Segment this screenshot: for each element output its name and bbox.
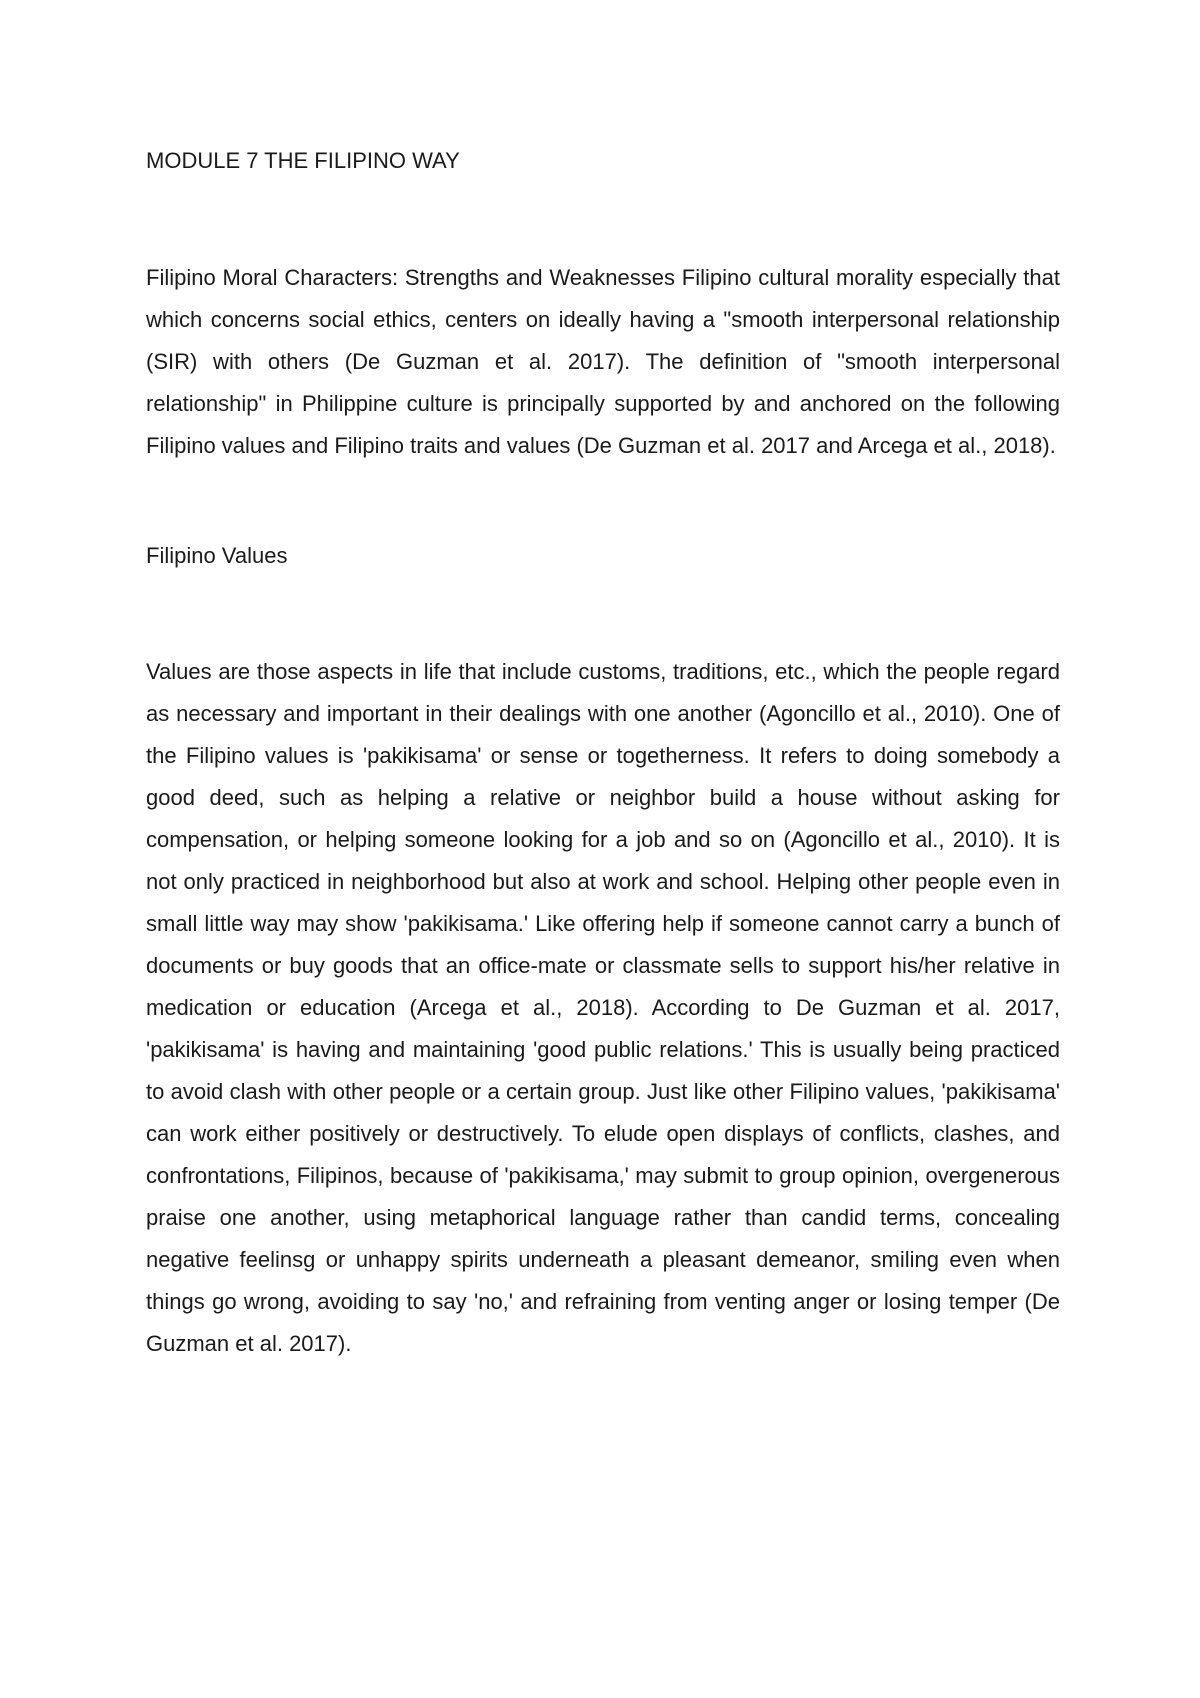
document-title: MODULE 7 THE FILIPINO WAY <box>146 148 460 173</box>
section-heading: Filipino Values <box>146 543 288 568</box>
intro-paragraph: Filipino Moral Characters: Strengths and Weaknesses Filipino cultural morality especially that which concerns social ethics, centers on ideally having a "smooth interpersonal relationship (SIR) with others (De Guzman et al. 2017). The definition of "smooth interpersonal relationship" in Philippine culture is principally supported by and anchored on the following Filipino values and Filipino traits and values (De Guzman et al. 2017 and Arcega et al., 2018). <box>146 265 1060 458</box>
values-paragraph: Values are those aspects in life that include customs, traditions, etc., which the people regard as necessary and important in their dealings with one another (Agoncillo et al., 2010). One of the Filipino values is 'pakikisama' or sense or togetherness. It refers to doing somebody a good deed, such as helping a relative or neighbor build a house without asking for compensation, or helping someone looking for a job and so on (Agoncillo et al., 2010). It is not only practiced in neighborhood but also at work and school. Helping other people even in small little way may show 'pakikisama.' Like offering help if someone cannot carry a bunch of documents or buy goods that an office-mate or classmate sells to support his/her relative in medication or education (Arcega et al., 2018). According to De Guzman et al. 2017, 'pakikisama' is having and maintaining 'good public relations.' This is usually being practiced to avoid clash with other people or a certain group. Just like other Filipino values, 'pakikisama' can work either positively or destructively. To elude open displays of conflicts, clashes, and confrontations, Filipinos, because of 'pakikisama,' may submit to group opinion, overgenerous praise one another, using metaphorical language rather than candid terms, concealing negative feelinsg or unhappy spirits underneath a pleasant demeanor, smiling even when things go wrong, avoiding to say 'no,' and refraining from venting anger or losing temper (De Guzman et al. 2017). <box>146 659 1060 1356</box>
document-body <box>146 140 1060 1365</box>
